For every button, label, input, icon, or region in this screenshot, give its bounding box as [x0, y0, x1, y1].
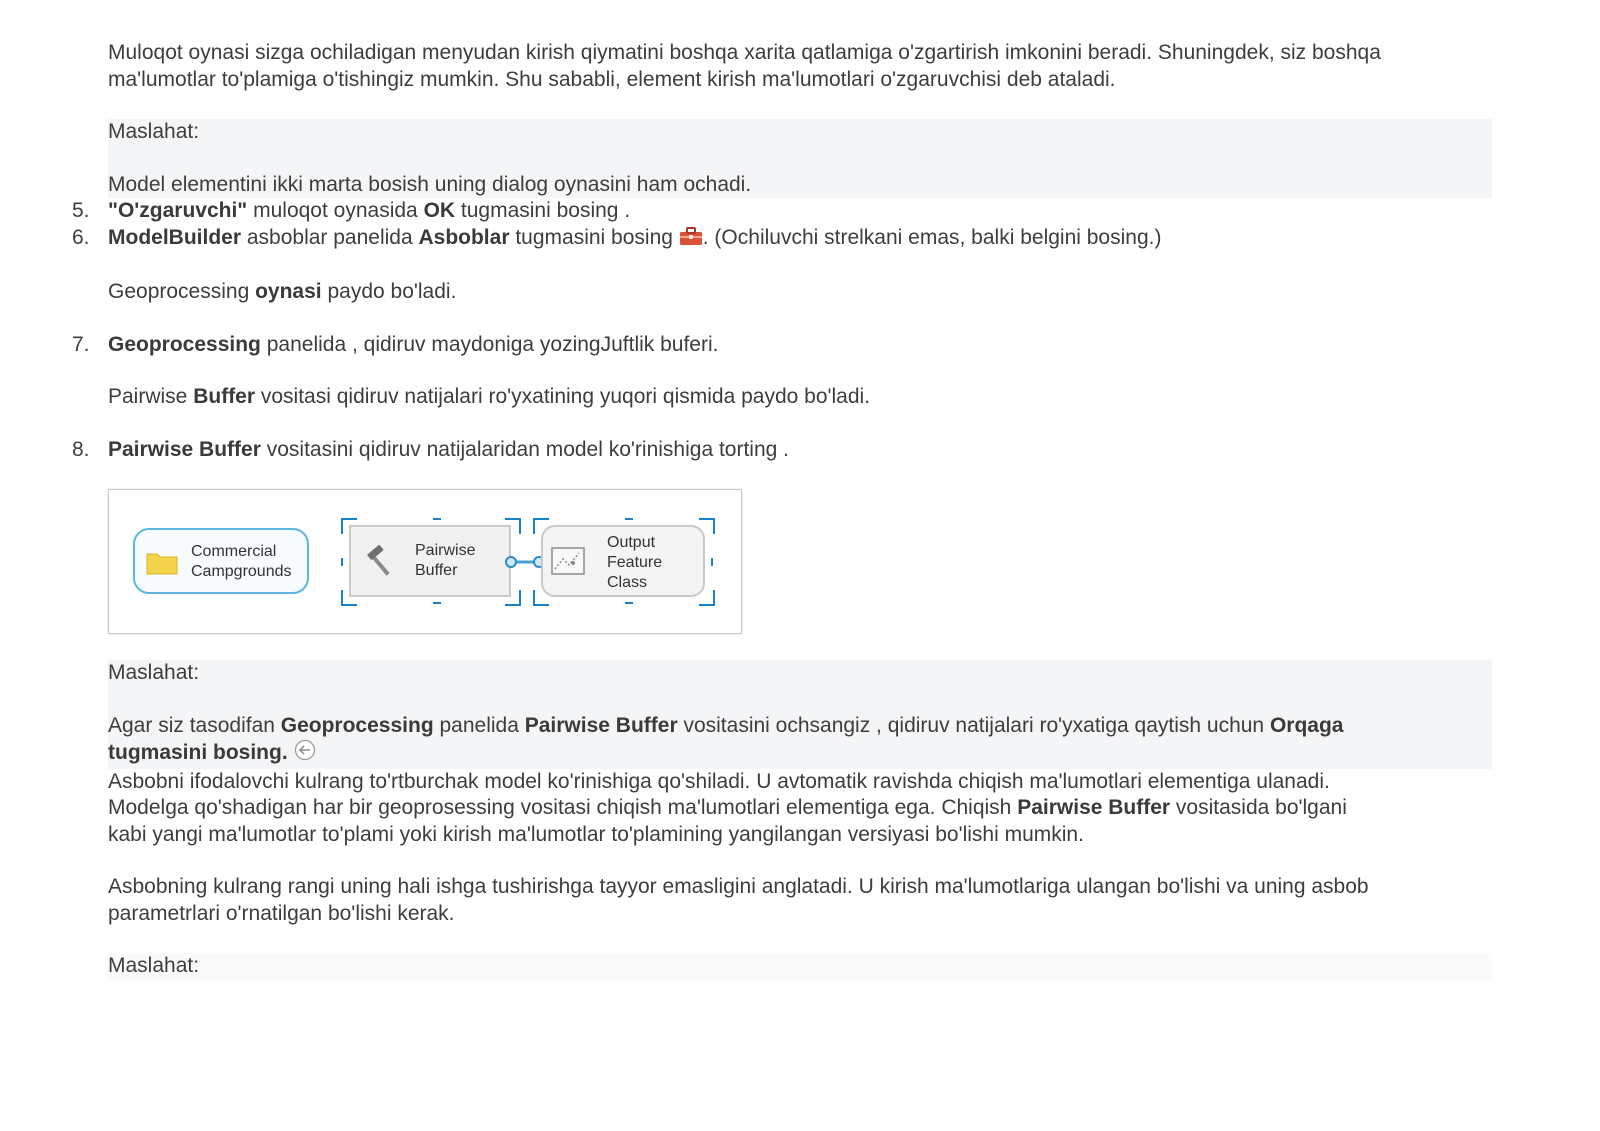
paragraph-line: Asbobni ifodalovchi kulrang to'rtburchak model ko'rinishiga qo'shiladi. U avtomatik ravishda chiqish ma'lumotlari elementiga ulanadi. [108, 769, 1330, 793]
back-arrow-icon [294, 739, 316, 769]
paragraph-line: kabi yangi ma'lumotlar to'plami yoki kirish ma'lumotlar to'plamining yangilangan versiyasi bo'lishi mumkin. [108, 822, 1084, 846]
step-7-result [108, 384, 1490, 411]
tip-text-part: panelida [433, 713, 525, 737]
feature-class-icon [551, 547, 585, 575]
step-8 [72, 437, 1490, 464]
tip-label: Maslahat: [108, 661, 200, 684]
step-number: 8. [72, 437, 90, 461]
variable-dialog-name: "O'zgaruvchi" [108, 199, 248, 222]
step-number: 7. [72, 332, 90, 356]
tip-bold: Orqaga [1269, 713, 1344, 737]
paragraph-text: Modelga qo'shadigan har bir geoprosessing vositasi chiqish ma'lumotlari elementiga ega. Chiqish [108, 796, 1018, 819]
connector-line[interactable] [505, 552, 545, 572]
tip-bold: Geoprocessing [280, 713, 434, 737]
result-text: vositasi qidiruv natijalari ro'yxatining yuqori qismida paydo bo'ladi. [255, 385, 871, 408]
intro-line-2: ma'lumotlar to'plamiga o'tishingiz mumkin. Shu sababli, element kirish ma'lumotlari o'zgaruvchisi deb ataladi. [108, 67, 1116, 91]
tip-bold: tugmasini bosing. [108, 741, 288, 764]
tip-text: Model elementini ikki marta bosish uning dialog oynasini ham ochadi. [108, 172, 752, 196]
tip-text [108, 713, 1492, 769]
output-data-node[interactable] [541, 525, 705, 597]
result-text: Pairwise [108, 385, 194, 408]
tip-label: Maslahat: [108, 954, 200, 977]
tool-node[interactable] [349, 525, 511, 597]
paragraph-line: parametrlari o'rnatilgan bo'lishi kerak. [108, 901, 455, 925]
step-6-result [108, 279, 1490, 306]
document-body [72, 40, 1490, 980]
ok-button-ref: OK [423, 199, 456, 222]
output-label-line-2: Feature [607, 554, 663, 571]
step-text: vositasini qidiruv natijalaridan model ko'rinishiga torting . [260, 437, 789, 461]
step-number: 5. [72, 199, 90, 222]
result-bold: Buffer [193, 385, 256, 408]
tool-label-line-2: Buffer [415, 562, 458, 579]
tip-bold: Pairwise Buffer [524, 713, 678, 737]
output-label-line-3: Class [607, 574, 648, 591]
intro-paragraph [108, 40, 1490, 93]
step-number: 6. [72, 225, 90, 249]
input-label-line-2: Campgrounds [191, 563, 292, 580]
step-text: muloqot oynasida [247, 199, 424, 222]
model-diagram [108, 489, 742, 634]
step-6 [72, 225, 1490, 254]
tools-button-ref: Asboblar [418, 225, 510, 249]
tool-label-line-1: Pairwise [415, 542, 476, 559]
tip-box-2 [108, 660, 1492, 769]
step-text: panelida , qidiruv maydoniga yozingJuftlik buferi. [260, 332, 719, 356]
toolbox-icon [679, 226, 703, 254]
step-text: asboblar panelida [241, 225, 419, 249]
modelbuilder-ref: ModelBuilder [108, 225, 242, 249]
folder-icon [145, 548, 179, 576]
tip-box-1 [108, 119, 1492, 198]
paragraph-2 [108, 874, 1490, 927]
tip-text-part: vositasini ochsangiz , qidiruv natijalari ro'yxatiga qaytish uchun [677, 713, 1270, 737]
tip-box-3 [108, 953, 1492, 980]
result-text: Geoprocessing [108, 280, 256, 303]
paragraph-1 [108, 769, 1490, 849]
pairwise-buffer-ref: Pairwise Buffer [108, 437, 261, 461]
paragraph-text: vositasida bo'lgani [1170, 796, 1347, 819]
paragraph-line: Asbobning kulrang rangi uning hali ishga tushirishga tayyor emasligini anglatadi. U kirish ma'lumotlariga ulangan bo'lishi va uning asbob [108, 875, 1369, 898]
input-data-node[interactable] [133, 528, 309, 594]
input-label-line-1: Commercial [191, 543, 277, 560]
paragraph-bold: Pairwise Buffer [1017, 796, 1171, 819]
geoprocessing-ref: Geoprocessing [108, 332, 261, 356]
output-label-line-1: Output [607, 534, 656, 551]
step-5 [72, 198, 1490, 225]
tip-text-part: Agar siz tasodifan [108, 713, 281, 737]
step-7 [72, 332, 1490, 359]
tip-label: Maslahat: [108, 120, 200, 143]
step-text: tugmasini bosing . [455, 199, 631, 222]
result-text: paydo bo'ladi. [321, 280, 457, 303]
intro-line-1: Muloqot oynasi sizga ochiladigan menyudan kirish qiymatini boshqa xarita qatlamiga o'zgartirish imkonini beradi. Shuningdek, siz boshqa [108, 41, 1381, 64]
hammer-icon [363, 543, 399, 579]
result-bold: oynasi [255, 280, 322, 303]
step-text: . (Ochiluvchi strelkani emas, balki belgini bosing.) [702, 225, 1162, 249]
step-text: tugmasini bosing [509, 225, 679, 249]
